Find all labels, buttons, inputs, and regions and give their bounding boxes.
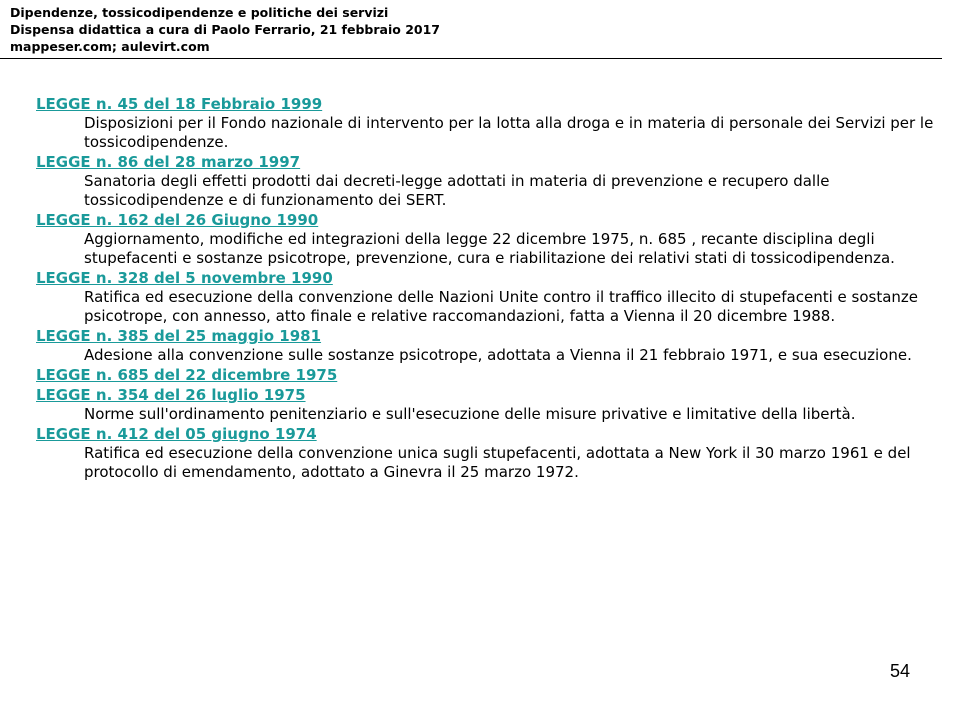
law-link-162-1990[interactable]: LEGGE n. 162 del 26 Giugno 1990 [36, 211, 319, 229]
law-link-412-1974[interactable]: LEGGE n. 412 del 05 giugno 1974 [36, 425, 317, 443]
law-link-685-1975[interactable]: LEGGE n. 685 del 22 dicembre 1975 [36, 366, 338, 384]
law-item [36, 210, 936, 268]
law-description: Ratifica ed esecuzione della convenzione delle Nazioni Unite contro il traffico illecito di stupefacenti e sostanze psicotrope, con annesso, atto finale e relative raccomandazioni, fatta a Vienna il 20 dicembre 1988. [84, 288, 919, 325]
law-description: Norme sull'ordinamento penitenziario e sull'esecuzione delle misure privative e limitative della libertà. [84, 405, 856, 423]
law-item [36, 268, 936, 326]
header-course-title: Dipendenze, tossicodipendenze e politiche dei servizi [10, 5, 389, 20]
header-course-subtitle: Dispensa didattica a cura di Paolo Ferrario, 21 febbraio 2017 [10, 22, 440, 37]
law-item [36, 94, 936, 152]
law-item [36, 424, 936, 482]
header-websites: mappeser.com; aulevirt.com [10, 39, 210, 54]
law-item [36, 385, 936, 424]
law-description: Ratifica ed esecuzione della convenzione unica sugli stupefacenti, adottata a New York il 30 marzo 1961 e del protocollo di emendamento, adottato a Ginevra il 25 marzo 1972. [84, 444, 911, 481]
law-description: Adesione alla convenzione sulle sostanze psicotrope, adottata a Vienna il 21 febbraio 1971, e sua esecuzione. [84, 346, 912, 364]
law-link-354-1975[interactable]: LEGGE n. 354 del 26 luglio 1975 [36, 386, 306, 404]
law-link-385-1981[interactable]: LEGGE n. 385 del 25 maggio 1981 [36, 327, 322, 345]
law-link-86-1997[interactable]: LEGGE n. 86 del 28 marzo 1997 [36, 153, 301, 171]
law-description: Aggiornamento, modifiche ed integrazioni della legge 22 dicembre 1975, n. 685 , recante disciplina degli stupefacenti e sostanze psicotrope, prevenzione, cura e riabilitazione dei relativi stati di tossicodipendenza. [84, 230, 895, 267]
header-divider [0, 58, 942, 59]
law-item [36, 365, 936, 385]
document-header [10, 4, 942, 55]
law-item [36, 326, 936, 365]
law-description: Sanatoria degli effetti prodotti dai decreti-legge adottati in materia di prevenzione e recupero dalle tossicodipendenze e di funzionamento dei SERT. [84, 172, 830, 209]
page-number: 54 [889, 661, 910, 681]
law-link-328-1990[interactable]: LEGGE n. 328 del 5 novembre 1990 [36, 269, 333, 287]
law-list [36, 94, 936, 482]
law-description: Disposizioni per il Fondo nazionale di intervento per la lotta alla droga e in materia di personale dei Servizi per le tossicodipendenze. [84, 114, 934, 151]
law-link-45-1999[interactable]: LEGGE n. 45 del 18 Febbraio 1999 [36, 95, 323, 113]
law-item [36, 152, 936, 210]
